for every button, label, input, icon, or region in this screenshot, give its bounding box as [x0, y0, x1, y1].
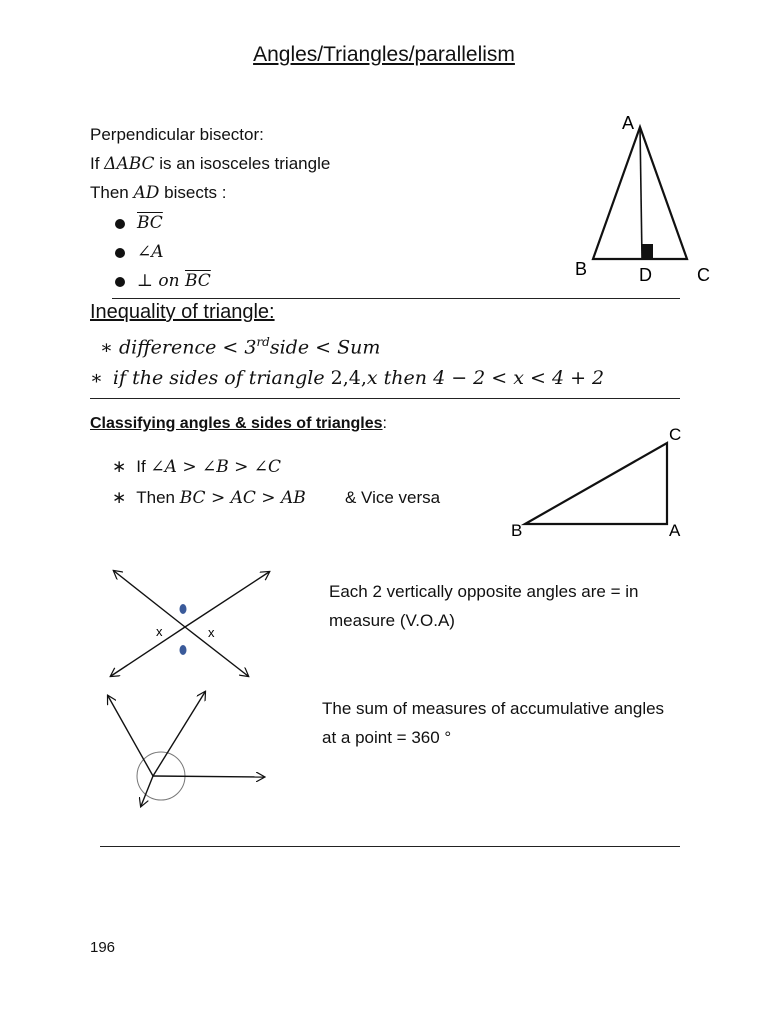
math-fragment: 2,4, — [330, 367, 367, 389]
vertically-opposite-angles-figure — [100, 560, 285, 685]
ray — [108, 696, 153, 776]
vertex-label: D — [639, 265, 652, 285]
math-fragment: BC > AC > AB — [179, 488, 306, 508]
overline-math: $\overline{BC}$ — [184, 271, 211, 291]
ray — [114, 571, 185, 627]
ray — [185, 627, 248, 676]
triangle-shape — [525, 443, 667, 524]
divider — [100, 846, 680, 847]
bullet-item — [115, 238, 164, 266]
inequality-rule — [100, 335, 380, 358]
ray — [153, 776, 264, 777]
vertex-label: A — [669, 521, 681, 540]
perpendicular-heading: Perpendicular bisector: — [90, 125, 264, 144]
ray — [111, 627, 185, 676]
angle-dot-icon — [180, 604, 187, 614]
right-triangle-figure — [505, 420, 705, 545]
right-angle-mark-icon — [642, 244, 653, 259]
bullet-item — [115, 267, 211, 295]
bullet-icon — [115, 219, 125, 229]
star-icon: ∗ — [112, 457, 127, 476]
math-fragment: ∗ difference < 3 — [100, 336, 257, 359]
bullet-icon — [115, 277, 125, 287]
text-fragment: is an isosceles triangle — [154, 154, 331, 173]
math-fragment: if the sides of triangle — [112, 367, 331, 389]
vertex-label: A — [622, 113, 635, 133]
vertex-label: C — [697, 265, 710, 285]
text-fragment: Then — [136, 488, 180, 507]
accumulative-text-line2: at a point = 360 ° — [322, 728, 452, 747]
angle-dot-icon — [180, 645, 187, 655]
page-title: Angles/Triangles/parallelism — [253, 43, 515, 66]
angle-mark: x — [208, 625, 215, 640]
bisector-line — [640, 127, 642, 259]
classifying-heading-row — [90, 415, 387, 433]
bullet-icon — [115, 248, 125, 258]
star-icon: ∗ — [112, 488, 127, 507]
math-fragment: AD — [133, 183, 160, 203]
bullet-item — [115, 209, 163, 237]
math-fragment: ⊥ on — [137, 271, 185, 291]
text-fragment: If — [136, 457, 151, 476]
superscript: rd — [256, 335, 270, 349]
ray — [185, 572, 269, 627]
voa-text-line2: measure (V.O.A) — [329, 611, 455, 630]
text-fragment: bisects : — [159, 183, 227, 202]
math-fragment: x then — [366, 367, 434, 389]
math-fragment: ΔABC — [104, 154, 155, 174]
math-fragment: ∠A > ∠B > ∠C — [150, 457, 282, 477]
page-number: 196 — [90, 939, 116, 956]
math-fragment: ∠A — [137, 242, 164, 262]
divider — [90, 398, 680, 399]
text-fragment: Then — [90, 183, 134, 202]
overline-math: $\overline{BC}$ — [137, 213, 163, 233]
angle-mark: x — [156, 624, 163, 639]
math-fragment: side < Sum — [269, 336, 381, 359]
classifying-item — [112, 484, 306, 512]
divider — [112, 298, 680, 299]
text-fragment: If — [90, 154, 105, 173]
isosceles-triangle-figure — [560, 105, 730, 290]
inequality-example — [90, 367, 604, 389]
colon: : — [382, 415, 387, 432]
bisects-statement — [90, 179, 227, 207]
math-fragment: 4 − 2 < x < 4 + 2 — [433, 367, 605, 389]
voa-text-line1: Each 2 vertically opposite angles are = in — [329, 582, 639, 601]
vice-versa-text: & Vice versa — [345, 488, 441, 507]
classifying-item — [112, 453, 281, 481]
accumulative-text-line1: The sum of measures of accumulative angles — [322, 699, 665, 718]
star-icon: ∗ — [90, 367, 103, 389]
vertex-label: B — [575, 259, 588, 279]
ray — [153, 692, 205, 776]
inequality-heading: Inequality of triangle: — [90, 301, 275, 323]
vertex-label: B — [511, 521, 523, 540]
classifying-heading: Classifying angles & sides of triangles — [90, 415, 383, 432]
accumulative-angles-figure — [95, 683, 275, 813]
vertex-label: C — [669, 425, 682, 444]
isosceles-statement — [90, 150, 330, 178]
